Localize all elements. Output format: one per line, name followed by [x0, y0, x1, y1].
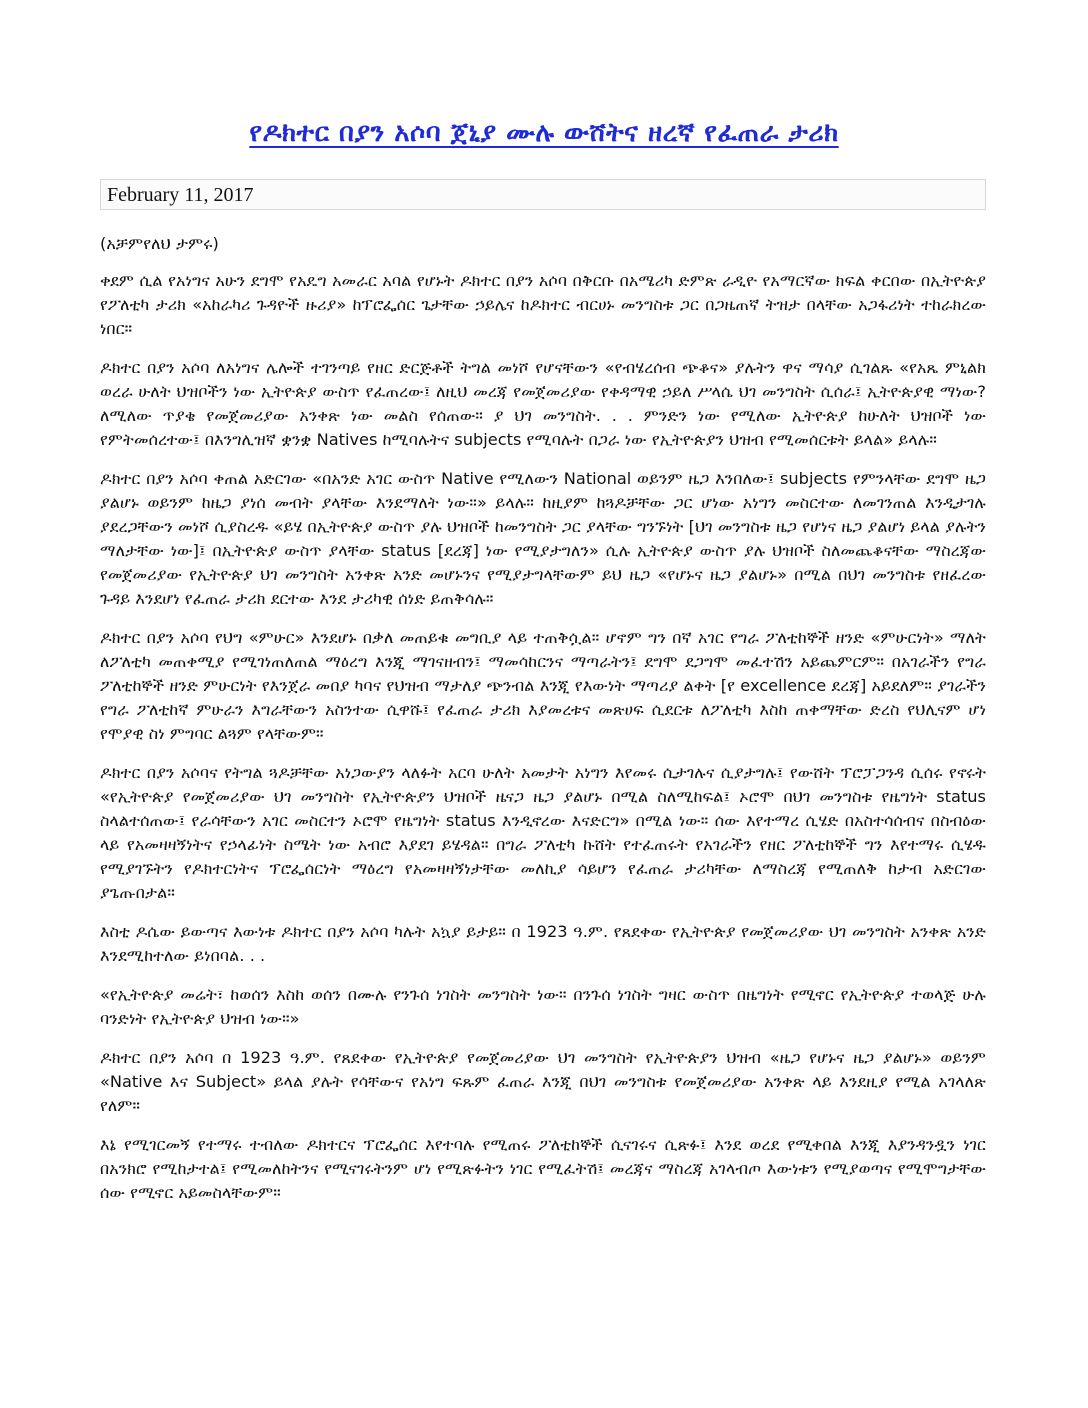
article-paragraph: እኔ የሚገርመኝ የተማሩ ተብለው ዶክተርና ፕሮፌሰር እየተባሉ የሚጠሩ ፖለቲከኞች ሲናገሩና ሲጽፉ፤ እንደ ወረደ የሚቀበል እንጂ እያንዳንዷን ነገር በአንክሮ የሚከታተል፤ የሚመለከትንና የሚናገሩትንም ሆነ የሚጽፉትን ነገር የሚፈትሽ፤ መረጃና ማስረጃ አገላብጦ እውነቱን የሚያወጣና የሚሞግታቸው ሰው የሚኖር አይመስላቸውም። [100, 1135, 986, 1202]
article-paragraph: ዶክተር በያን አሶባ ለአነግና ሌሎች ተገንጣይ የዘር ድርጅቶች ትግል መነሾ የሆናቸውን «የብሄረሰብ ጭቆና» ያሉትን ዋና ማሳያ ሲገልጹ «የአጼ ምኒልክ ወረራ ሁለት ህዝቦችን ነው ኢትዮጵያ ውስጥ የፈጠረው፤ ለዚህ መረጃ የመጀመሪያው የቀዳማዊ ኃይለ ሥላሴ ህገ መንግስት ሲሰራ፤ ኢትዮጵያዊ ማነው? ለሚለው ጥያቄ የመጀመሪያው አንቀጽ ነው መልስ የሰጠው። ያ ህገ መንግስት. . . ምንድን ነው የሚለው ኢትዮጵያ ከሁለት ህዝቦች ነው የምትመሰረተው፤ በእንግሊዝኛ ቋንቋ Natives ከሚባሉትና subjects የሚባሉት በጋራ ነው የኢትዮጵያን ህዝብ የሚመሰርቱት ይላል» ይላሉ። [100, 358, 986, 449]
article-paragraph: ዶክተር በያን አሶባና የትግል ጓዶቻቸው አነጋውያን ላለፉት አርባ ሁለት አመታት አነግን እየመሩ ሲታገሉና ሲያታግሉ፤ የውሸት ፕሮፓጋንዳ ሲሰሩ የኖሩት «የኢትዮጵያ የመጀመሪያው ህገ መንግስት የኢትዮጵያን ህዝቦች ዜናጋ ዜጋ ያልሆኑ በሚል ስለሚከፍል፤ ኦሮሞ በህገ መንግስቱ የዜግነት status ስላልተሰጠው፤ የራሳቸውን አገር መስርተን ኦሮሞ የዜግነት status እንዲኖረው እናድርግ» በሚል ነው። ሰው እየተማረ ሲሄድ በአስተሳሰብና በስብዕው ላይ የአመዛዛኝነትና የኃላፊነት ስሜት ነው አብሮ እያደገ ይሄዳል። በግራ ፖለቲካ ኩሸት የተፈጠሩት የአገራችን የዘር ፖለቲከኞች ግን እየተማሩ ሲሄዱ የሚያገኙትን የዶክተርነትና ፕሮፌሰርነት ማዕረግ የአመዛዛኝነታቸው መለኪያ ሳይሆን የፈጠራ ታሪካቸው ለማስረጃ የሚጠለቅ ከታብ አድርገው ያጌጡበታል። [100, 763, 986, 902]
article-paragraph: ቀደም ሲል የአነግና አሁን ደግሞ የአዴግ አመራር አባል የሆኑት ዶክተር በያን አሶባ በቅርቡ በአሜሪካ ድምጽ ራዲዮ የአማርኛው ክፍል ቀርበው በኢትዮጵያ የፖለቲካ ታሪክ «አከራካሪ ጉዳዮች ዙሪያ» ከፕሮፌሰር ጌታቸው ኃይሌና ከዶክተር ብርሀኑ መንግስቱ ጋር በጋዜጠኛ ትዝታ በላቸው አጋፋሪነት ተከራክረው ነበር። [100, 271, 986, 338]
article-paragraph: ዶክተር በያን አሶባ በ 1923 ዓ.ም. የጸደቀው የኢትዮጵያ የመጀመሪያው ህገ መንግስት የኢትዮጵያን ህዝብ «ዜጋ የሆኑና ዜጋ ያልሆኑ» ወይንም «Native እና Subject» ይላል ያሉት የሳቸውና የአነግ ፍጹም ፈጠራ እንጂ በህገ መንግስቱ የመጀመሪያው አንቀጽ ላይ እንደዚያ የሚል አገላለጽ የለም። [100, 1048, 986, 1115]
article-body [100, 232, 986, 1220]
article-author: (አቻምየለህ ታምሩ) [100, 234, 219, 253]
article-paragraph: እስቲ ዶሴው ይውጣና እውነቱ ዶክተር በያን አሶባ ካሉት አኳያ ይታይ። በ 1923 ዓ.ም. የጸደቀው የኢትዮጵያ የመጀመሪያው ህገ መንግስት አንቀጽ አንድ እንደሚከተለው ይነበባል. . . [100, 922, 986, 965]
article-paragraph: ዶክተር በያን አሶባ የህግ «ምሁር» እንደሆኑ በቃለ መጠይቁ መግቢያ ላይ ተጠቅሷል። ሆኖም ግን በኛ አገር የግራ ፖለቲከኞች ዘንድ «ምሁርነት» ማለት ለፖለቲካ መጠቀሚያ የሚገነጠለጠል ማዕረግ እንጂ ማገናዘብን፤ ማመሳከርንና ማጣራትን፤ ደግሞ ደጋግሞ መፈተሽን አይጨምርም። በአገራችን የግራ ፖለቲከኞች ዘንድ ምሁርነት የእንጀራ መበያ ካባና የህዝብ ማታለያ ጭንብል እንጂ የእውነት ማጣሪያ ልቀት [የ excellence ደረጃ] አይደለም። ያገራችን የግራ ፖለቲከኛ ምሁራን እግራቸውን አስንተው ሲዋሹ፤ የፈጠራ ታሪክ እያመረቱና መጽሀፍ ሲደርቱ ለፖለቲካ እስከ ጠቀማቸው ድረስ የህሊናም ሆነ የሞያዊ ስነ ምግባር ልጓም የላቸውም። [100, 628, 986, 743]
article-paragraph: ዶክተር በያን አሶባ ቀጠል አድርገው «በአንድ አገር ውስጥ Native የሚለውን National ወይንም ዜጋ እንበለው፤ subjects የምንላቸው ደግሞ ዜጋ ያልሆኑ ወይንም ከዜጋ ያነሰ መብት ያላቸው እንደማለት ነው።» ይላሉ። ከዚያም ከጓዶቻቸው ጋር ሆነው አነግን መስርተው ለመገንጠል እንዲታገሉ ያደረጋቸውን መነሾ ሲያስረዱ «ይሄ በኢትዮጵያ ውስጥ ያሉ ህዝቦች ከመንግስት ጋር ያላቸው ግንኙነት [ህገ መንግስቱ ዜጋ የሆነና ዜጋ ያልሆነ ይላል ያሉትን ማለታቸው ነው]፤ በኢትዮጵያ ውስጥ ያላቸው status [ደረጃ] ነው የሚያታግለን» ሲሉ ኢትዮጵያ ውስጥ ያሉ ህዝቦች ስለመጨቆናቸው ማስረጃው የመጀመሪያው የኢትዮጵያ ህገ መንግስት አንቀጽ አንድ መሆኑንና የሚያታግላቸውም ይህ ዜጋ «የሆኑና ዜጋ ያልሆኑ» በሚል በህገ መንግስቱ የዘፈረው ጉዳይ እንደሆነ የፈጠራ ታሪክ ደርተው እንደ ታሪካዊ ሰነድ ይጠቅሳሉ። [100, 469, 986, 608]
article-title[interactable]: የዶክተር በያን አሶባ ጀኒያ ሙሉ ውሸትና ዘረኛ የፈጠራ ታሪክ [249, 118, 839, 148]
article-date: February 11, 2017 [100, 179, 986, 210]
constitution-quote: «የኢትዮጵያ መሬት፣ ከወሰን እስከ ወሰን በሙሉ የንጉሰ ነገስት መንግስት ነው። በንጉሰ ነገስት ግዛር ውስጥ በዜግነት የሚኖር የኢትዮጵያ ተወላጅ ሁሉ ባንድነት የኢትዮጵያ ህዝብ ነው።» [100, 985, 986, 1028]
